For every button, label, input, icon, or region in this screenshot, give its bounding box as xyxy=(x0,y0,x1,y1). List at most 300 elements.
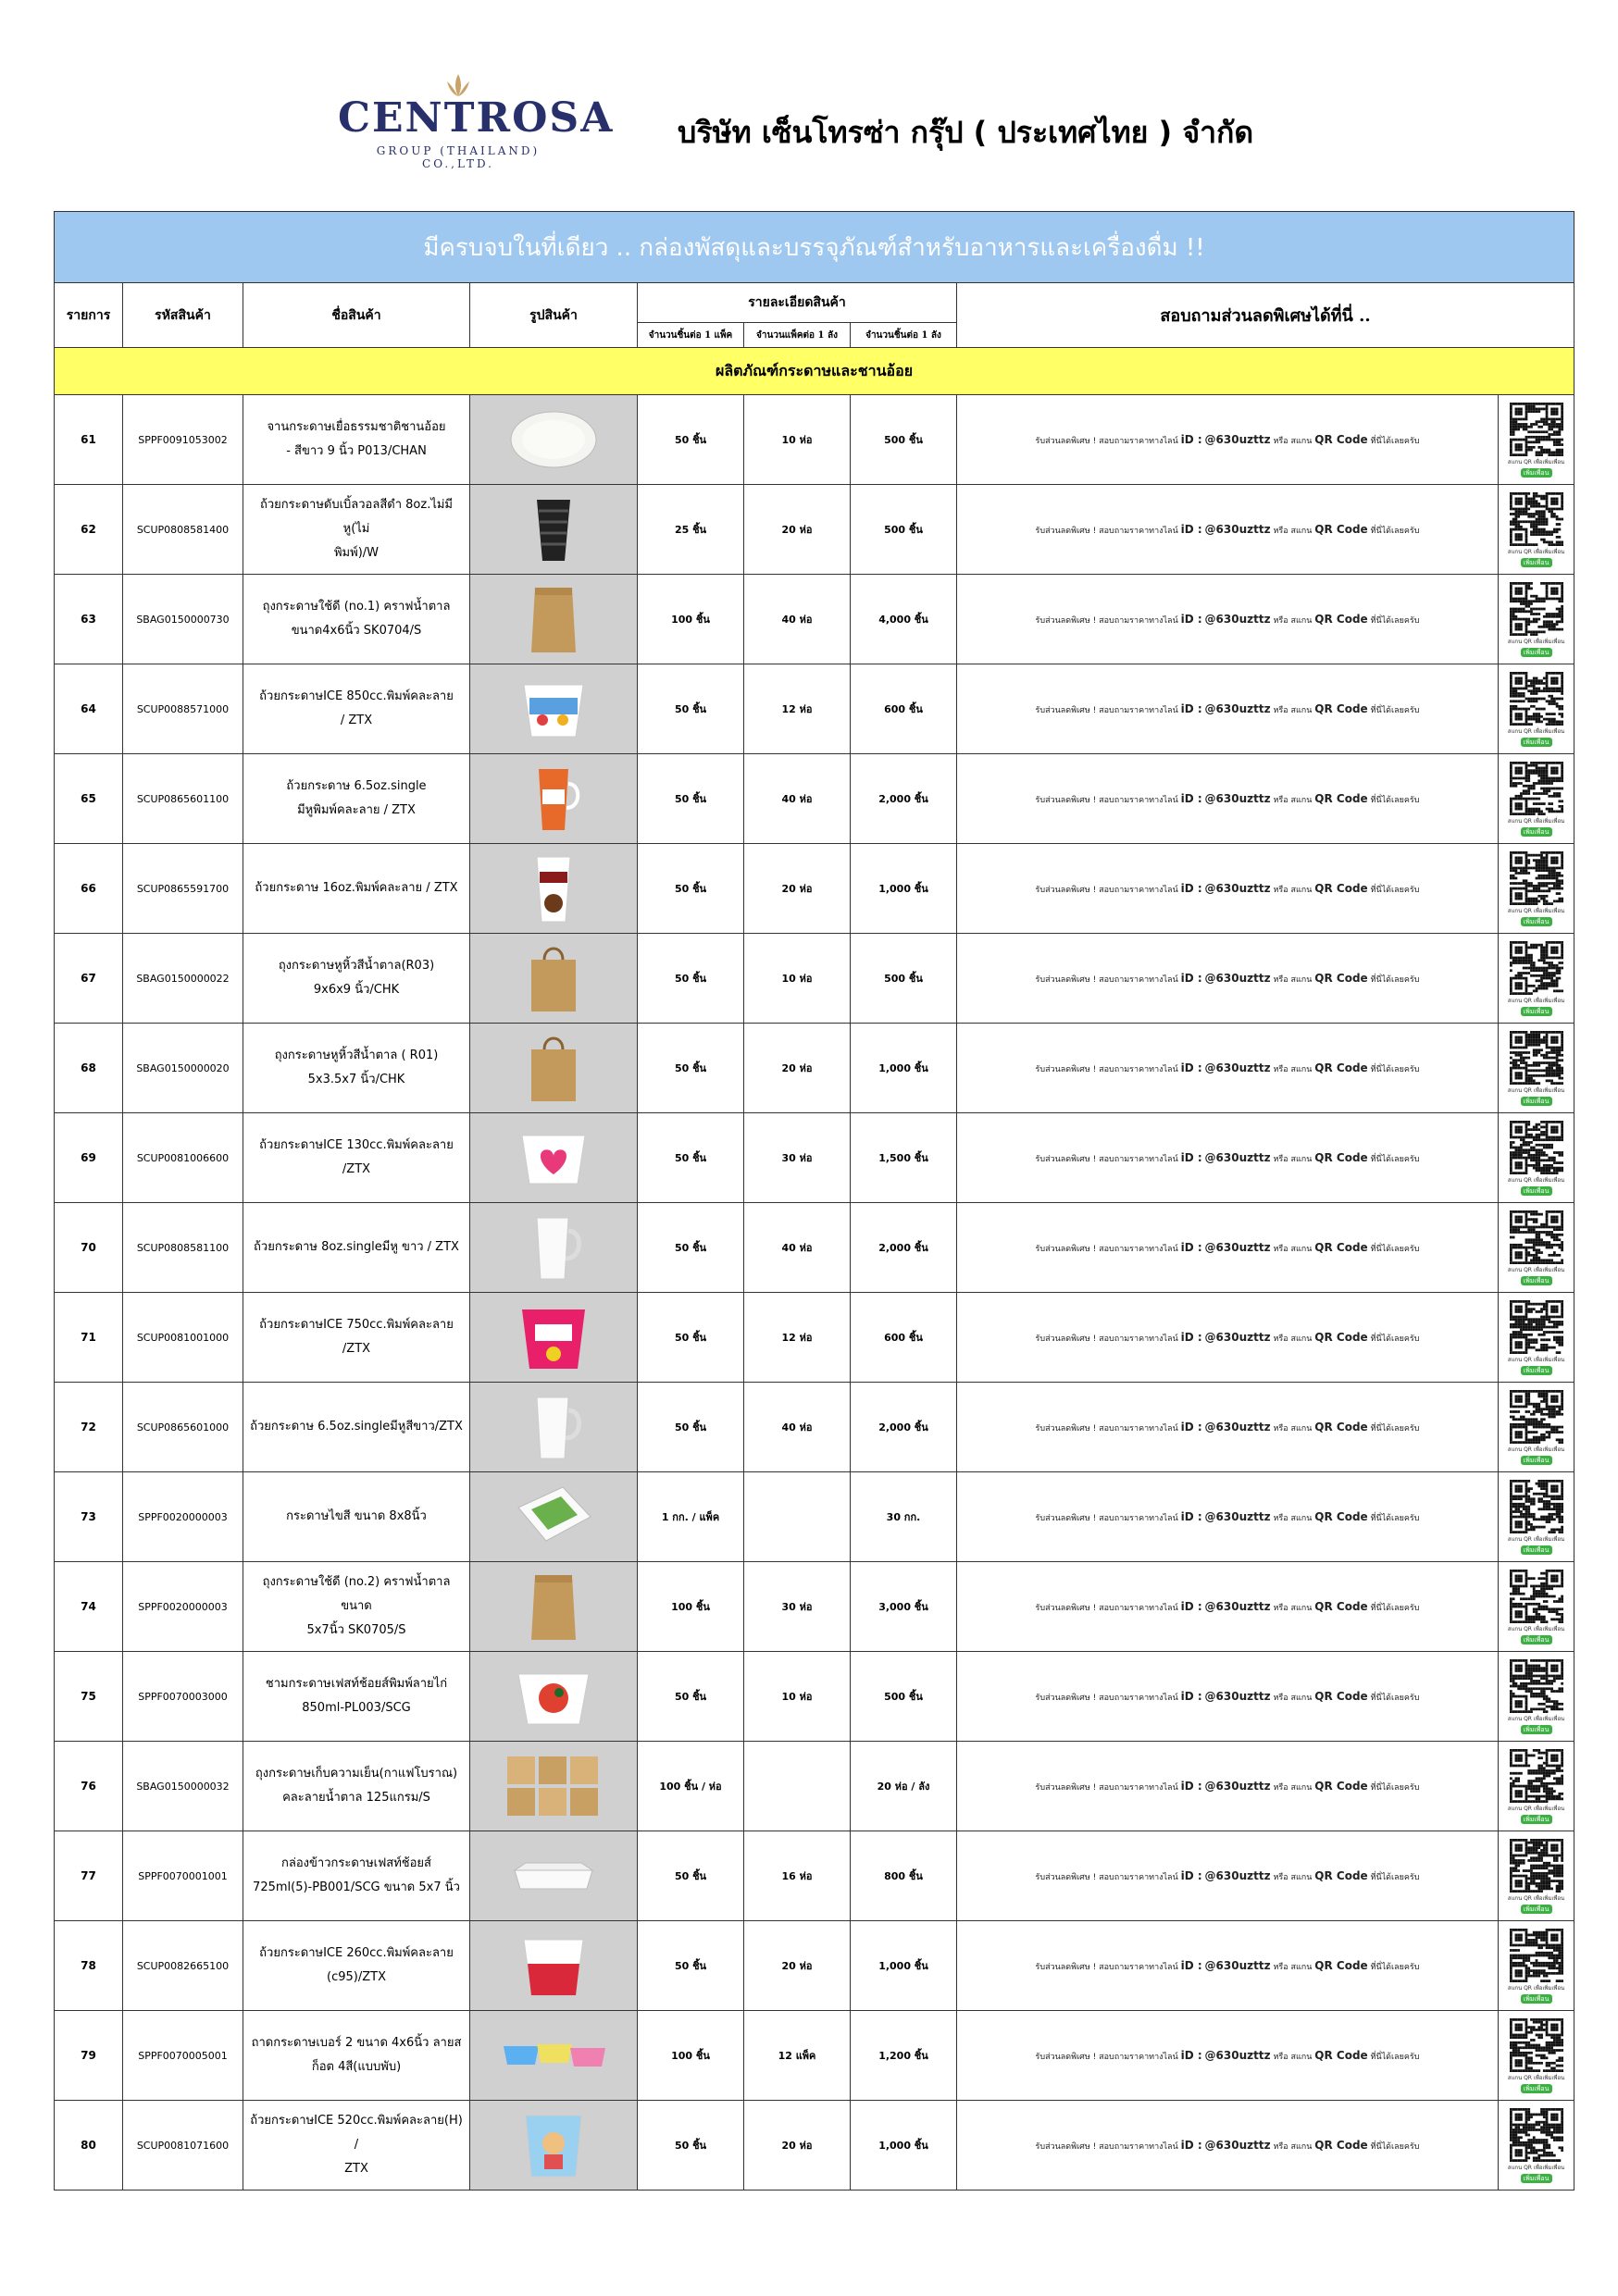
qty-per-pack: 50 ชิ้น xyxy=(638,664,744,754)
item-number: 77 xyxy=(55,1831,123,1921)
packs-per-box: 20 ห่อ xyxy=(744,1921,851,2011)
qr-code-icon[interactable] xyxy=(1506,1929,1567,1982)
promo-suffix: ที่นี่ได้เลยครับ xyxy=(1370,1782,1420,1793)
item-number: 73 xyxy=(55,1472,123,1562)
product-image xyxy=(470,1024,638,1113)
line-id-link[interactable]: @630uzttz xyxy=(1204,1240,1271,1254)
product-name-line1: จานกระดาษเยื่อธรรมชาติชานอ้อย xyxy=(267,420,446,434)
qty-per-box: 3,000 ชิ้น xyxy=(851,1562,957,1652)
promo-qr-label: QR Code xyxy=(1314,1689,1368,1703)
promo-text xyxy=(957,395,1499,485)
qty-per-box: 1,000 ชิ้น xyxy=(851,844,957,934)
cartoon-bowl-icon xyxy=(498,2108,609,2182)
header-promo: สอบถามส่วนลดพิเศษได้ที่นี่ .. xyxy=(957,283,1574,348)
item-number: 74 xyxy=(55,1562,123,1652)
line-add-friend-button[interactable]: เพิ่มเพื่อน xyxy=(1521,648,1552,657)
qty-per-box: 4,000 ชิ้น xyxy=(851,575,957,664)
promo-text xyxy=(957,1742,1499,1831)
product-name xyxy=(243,844,470,934)
promo-suffix: ที่นี่ได้เลยครับ xyxy=(1370,1603,1420,1613)
table-row xyxy=(55,2101,1574,2191)
promo-qr-label: QR Code xyxy=(1314,1240,1368,1254)
packs-per-box: 10 ห่อ xyxy=(744,1652,851,1742)
promo-or: หรือ สแกน xyxy=(1273,1782,1313,1793)
promo-or: หรือ สแกน xyxy=(1273,1962,1313,1972)
promo-id-label: iD : xyxy=(1180,2048,1202,2062)
product-code: SPPF0070005001 xyxy=(123,2011,243,2101)
line-id-link[interactable]: @630uzttz xyxy=(1204,1330,1271,1344)
line-id-link[interactable]: @630uzttz xyxy=(1204,1689,1271,1703)
promo-text xyxy=(957,1383,1499,1472)
qr-code-icon[interactable] xyxy=(1506,1300,1567,1354)
product-name xyxy=(243,934,470,1024)
qr-cell xyxy=(1499,485,1574,575)
qty-per-box: 1,000 ชิ้น xyxy=(851,2101,957,2191)
line-add-friend-button[interactable]: เพิ่มเพื่อน xyxy=(1521,1276,1552,1285)
product-code: SBAG0150000022 xyxy=(123,934,243,1024)
rooster-bowl-icon xyxy=(498,1659,609,1733)
qr-caption: สแกน QR เพื่อเพิ่มเพื่อน xyxy=(1507,2164,1565,2171)
qr-code-icon[interactable] xyxy=(1506,1390,1567,1444)
promo-id-label: iD : xyxy=(1180,1779,1202,1793)
product-name-line1: ถ้วยกระดาษICE 520cc.พิมพ์คละลาย(H) / xyxy=(250,2114,463,2152)
product-name xyxy=(243,1921,470,2011)
packs-per-box: 20 ห่อ xyxy=(744,2101,851,2191)
line-id-link[interactable]: @630uzttz xyxy=(1204,1061,1271,1074)
product-name-line1: ถ้วยกระดาษดับเบิ้ลวอลสีดำ 8oz.ไม่มีหู(ไม่ xyxy=(259,498,454,536)
packs-per-box: 40 ห่อ xyxy=(744,1383,851,1472)
line-add-friend-button[interactable]: เพิ่มเพื่อน xyxy=(1521,738,1552,747)
product-code: SCUP0081006600 xyxy=(123,1113,243,1203)
qr-cell xyxy=(1499,2101,1574,2191)
packs-per-box: 12 แพ็ค xyxy=(744,2011,851,2101)
promo-or: หรือ สแกน xyxy=(1273,1423,1313,1433)
promo-id-label: iD : xyxy=(1180,1509,1202,1523)
table-row xyxy=(55,575,1574,664)
product-code: SCUP0081071600 xyxy=(123,2101,243,2191)
qr-code-icon[interactable] xyxy=(1506,1749,1567,1803)
item-number: 72 xyxy=(55,1383,123,1472)
product-code: SCUP0865601100 xyxy=(123,754,243,844)
line-add-friend-button[interactable]: เพิ่มเพื่อน xyxy=(1521,1456,1552,1465)
promo-prefix: รับส่วนลดพิเศษ ! สอบถามราคาทางไลน์ xyxy=(1035,2052,1178,2062)
promo-prefix: รับส่วนลดพิเศษ ! สอบถามราคาทางไลน์ xyxy=(1035,1872,1178,1882)
promo-or: หรือ สแกน xyxy=(1273,1872,1313,1882)
qty-per-pack: 50 ชิ้น xyxy=(638,1921,744,2011)
line-id-link[interactable]: @630uzttz xyxy=(1204,432,1271,446)
promo-suffix: ที่นี่ได้เลยครับ xyxy=(1370,885,1420,895)
item-number: 70 xyxy=(55,1203,123,1293)
product-code: SCUP0082665100 xyxy=(123,1921,243,2011)
packs-per-box: 40 ห่อ xyxy=(744,575,851,664)
line-add-friend-button[interactable]: เพิ่มเพื่อน xyxy=(1521,2174,1552,2183)
product-name-line2: มีหูพิมพ์คละลาย / ZTX xyxy=(297,803,416,817)
table-row xyxy=(55,1831,1574,1921)
qr-code-icon[interactable] xyxy=(1506,2018,1567,2072)
promo-suffix: ที่นี่ได้เลยครับ xyxy=(1370,795,1420,805)
product-code: SPPF0070001001 xyxy=(123,1831,243,1921)
product-name-line1: ถ้วยกระดาษICE 750cc.พิมพ์คละลาย /ZTX xyxy=(259,1318,454,1356)
line-id-link[interactable]: @630uzttz xyxy=(1204,1509,1271,1523)
table-row xyxy=(55,1293,1574,1383)
qty-per-box: 500 ชิ้น xyxy=(851,485,957,575)
product-code: SPPF0091053002 xyxy=(123,395,243,485)
qr-code-icon[interactable] xyxy=(1506,1480,1567,1533)
promo-id-label: iD : xyxy=(1180,1330,1202,1344)
product-image xyxy=(470,1113,638,1203)
product-image xyxy=(470,1562,638,1652)
promo-qr-label: QR Code xyxy=(1314,432,1368,446)
promo-suffix: ที่นี่ได้เลยครับ xyxy=(1370,615,1420,626)
promo-qr-label: QR Code xyxy=(1314,2048,1368,2062)
promo-or: หรือ สแกน xyxy=(1273,1603,1313,1613)
kraft-bag-icon xyxy=(498,1570,609,1644)
product-name xyxy=(243,485,470,575)
qr-code-icon[interactable] xyxy=(1506,672,1567,726)
qr-code-icon[interactable] xyxy=(1506,1839,1567,1893)
qty-per-pack: 1 กก. / แพ็ค xyxy=(638,1472,744,1562)
qr-code-icon[interactable] xyxy=(1506,2108,1567,2162)
line-id-link[interactable]: @630uzttz xyxy=(1204,881,1271,895)
product-code: SPPF0020000003 xyxy=(123,1472,243,1562)
qr-code-icon[interactable] xyxy=(1506,1659,1567,1713)
product-image xyxy=(470,1742,638,1831)
product-image xyxy=(470,754,638,844)
promo-id-label: iD : xyxy=(1180,881,1202,895)
promo-id-label: iD : xyxy=(1180,522,1202,536)
qr-cell xyxy=(1499,1652,1574,1742)
product-code: SCUP0081001000 xyxy=(123,1293,243,1383)
header-per-box: จำนวนชิ้นต่อ 1 ลัง xyxy=(851,323,957,348)
product-name-line2: 850ml-PL003/SCG xyxy=(302,1701,411,1715)
promo-text xyxy=(957,1293,1499,1383)
promo-text xyxy=(957,2011,1499,2101)
line-add-friend-button[interactable]: เพิ่มเพื่อน xyxy=(1521,1545,1552,1555)
product-image xyxy=(470,1203,638,1293)
qr-caption: สแกน QR เพื่อเพิ่มเพื่อน xyxy=(1507,1715,1565,1722)
line-add-friend-button[interactable]: เพิ่มเพื่อน xyxy=(1521,1905,1552,1914)
packs-per-box: 20 ห่อ xyxy=(744,1024,851,1113)
promo-or: หรือ สแกน xyxy=(1273,1693,1313,1703)
promo-qr-label: QR Code xyxy=(1314,791,1368,805)
promo-or: หรือ สแกน xyxy=(1273,1513,1313,1523)
qty-per-box: 1,000 ชิ้น xyxy=(851,1921,957,2011)
qr-caption: สแกน QR เพื่อเพิ่มเพื่อน xyxy=(1507,1625,1565,1632)
product-image xyxy=(470,1831,638,1921)
table-row xyxy=(55,1562,1574,1652)
line-id-link[interactable]: @630uzttz xyxy=(1204,971,1271,985)
qr-code-icon[interactable] xyxy=(1506,403,1567,456)
qty-per-pack: 50 ชิ้น xyxy=(638,395,744,485)
table-row xyxy=(55,1921,1574,2011)
coffee-cup-icon xyxy=(498,851,609,925)
header-code: รหัสสินค้า xyxy=(123,283,243,348)
product-image xyxy=(470,1652,638,1742)
line-add-friend-button[interactable]: เพิ่มเพื่อน xyxy=(1521,1186,1552,1196)
promo-text xyxy=(957,1562,1499,1652)
product-name xyxy=(243,575,470,664)
table-row xyxy=(55,844,1574,934)
promo-qr-label: QR Code xyxy=(1314,1868,1368,1882)
product-name-line2: (c95)/ZTX xyxy=(327,1970,386,1984)
food-box-icon xyxy=(498,1839,609,1913)
promo-id-label: iD : xyxy=(1180,791,1202,805)
product-image xyxy=(470,934,638,1024)
line-id-link[interactable]: @630uzttz xyxy=(1204,791,1271,805)
qty-per-pack: 50 ชิ้น xyxy=(638,2101,744,2191)
promo-text xyxy=(957,754,1499,844)
product-name-line1: ถ้วยกระดาษ 8oz.singleมีหู ขาว / ZTX xyxy=(254,1240,459,1254)
qr-code-icon[interactable] xyxy=(1506,941,1567,995)
product-name-line1: ถ้วยกระดาษICE 850cc.พิมพ์คละลาย xyxy=(259,689,454,703)
qr-cell xyxy=(1499,395,1574,485)
promo-suffix: ที่นี่ได้เลยครับ xyxy=(1370,2052,1420,2062)
product-name-line2: 9x6x9 นิ้ว/CHK xyxy=(313,983,400,997)
line-add-friend-button[interactable]: เพิ่มเพื่อน xyxy=(1521,1097,1552,1106)
handle-bag-icon xyxy=(498,1031,609,1105)
line-id-link[interactable]: @630uzttz xyxy=(1204,522,1271,536)
qr-caption: สแกน QR เพื่อเพิ่มเพื่อน xyxy=(1507,638,1565,645)
qty-per-pack: 50 ชิ้น xyxy=(638,844,744,934)
promo-prefix: รับส่วนลดพิเศษ ! สอบถามราคาทางไลน์ xyxy=(1035,1064,1178,1074)
promo-or: หรือ สแกน xyxy=(1273,705,1313,715)
qr-code-icon[interactable] xyxy=(1506,1031,1567,1085)
promo-prefix: รับส่วนลดพิเศษ ! สอบถามราคาทางไลน์ xyxy=(1035,1513,1178,1523)
packs-per-box: 12 ห่อ xyxy=(744,1293,851,1383)
product-image xyxy=(470,575,638,664)
line-add-friend-button[interactable]: เพิ่มเพื่อน xyxy=(1521,917,1552,926)
product-name-line2: ZTX xyxy=(344,2162,368,2176)
promo-prefix: รับส่วนลดพิเศษ ! สอบถามราคาทางไลน์ xyxy=(1035,885,1178,895)
product-code: SPPF0070003000 xyxy=(123,1652,243,1742)
promo-suffix: ที่นี่ได้เลยครับ xyxy=(1370,974,1420,985)
promo-prefix: รับส่วนลดพิเศษ ! สอบถามราคาทางไลน์ xyxy=(1035,1693,1178,1703)
header-detail: รายละเอียดสินค้า xyxy=(638,283,957,323)
packs-per-box: 30 ห่อ xyxy=(744,1562,851,1652)
promo-text xyxy=(957,1652,1499,1742)
line-add-friend-button[interactable]: เพิ่มเพื่อน xyxy=(1521,827,1552,837)
line-id-link[interactable]: @630uzttz xyxy=(1204,612,1271,626)
promo-qr-label: QR Code xyxy=(1314,971,1368,985)
promo-id-label: iD : xyxy=(1180,1868,1202,1882)
product-name xyxy=(243,2011,470,2101)
header-name: ชื่อสินค้า xyxy=(243,283,470,348)
product-name-line2: / ZTX xyxy=(340,714,373,727)
packs-per-box xyxy=(744,1742,851,1831)
promo-or: หรือ สแกน xyxy=(1273,1064,1313,1074)
promo-qr-label: QR Code xyxy=(1314,1509,1368,1523)
promo-id-label: iD : xyxy=(1180,1420,1202,1433)
qr-caption: สแกน QR เพื่อเพิ่มเพื่อน xyxy=(1507,1535,1565,1543)
plate-icon xyxy=(498,403,609,477)
promo-prefix: รับส่วนลดพิเศษ ! สอบถามราคาทางไลน์ xyxy=(1035,1154,1178,1164)
qr-caption: สแกน QR เพื่อเพิ่มเพื่อน xyxy=(1507,548,1565,555)
product-name xyxy=(243,1472,470,1562)
qr-caption: สแกน QR เพื่อเพิ่มเพื่อน xyxy=(1507,1356,1565,1363)
logo-name: CENTROSA xyxy=(338,94,615,142)
product-name-line1: กระดาษไขสี ขนาด 8x8นิ้ว xyxy=(286,1509,427,1523)
promo-or: หรือ สแกน xyxy=(1273,1334,1313,1344)
qty-per-box: 1,000 ชิ้น xyxy=(851,1024,957,1113)
qr-cell xyxy=(1499,1742,1574,1831)
line-add-friend-button[interactable]: เพิ่มเพื่อน xyxy=(1521,1994,1552,2004)
promo-suffix: ที่นี่ได้เลยครับ xyxy=(1370,2141,1420,2152)
product-name-line2: ขนาด4x6นิ้ว SK0704/S xyxy=(291,624,422,638)
line-add-friend-button[interactable]: เพิ่มเพื่อน xyxy=(1521,2084,1552,2093)
table-row xyxy=(55,1024,1574,1113)
product-name-line1: ถ้วยกระดาษ 16oz.พิมพ์คละลาย / ZTX xyxy=(255,881,458,895)
header-no: รายการ xyxy=(55,283,123,348)
product-name-line1: ถ้วยกระดาษ 6.5oz.single xyxy=(286,779,427,793)
item-number: 64 xyxy=(55,664,123,754)
qr-code-icon[interactable] xyxy=(1506,1210,1567,1264)
promo-id-label: iD : xyxy=(1180,612,1202,626)
product-name-line1: ถุงกระดาษเก็บความเย็น(กาแฟโบราณ) xyxy=(255,1767,458,1781)
promo-prefix: รับส่วนลดพิเศษ ! สอบถามราคาทางไลน์ xyxy=(1035,615,1178,626)
qty-per-pack: 100 ชิ้น / ห่อ xyxy=(638,1742,744,1831)
product-name xyxy=(243,1562,470,1652)
line-add-friend-button[interactable]: เพิ่มเพื่อน xyxy=(1521,1635,1552,1644)
qr-code-icon[interactable] xyxy=(1506,582,1567,636)
table-row xyxy=(55,485,1574,575)
qr-cell xyxy=(1499,1024,1574,1113)
promo-id-label: iD : xyxy=(1180,1061,1202,1074)
promo-or: หรือ สแกน xyxy=(1273,436,1313,446)
promo-suffix: ที่นี่ได้เลยครับ xyxy=(1370,436,1420,446)
qr-code-icon[interactable] xyxy=(1506,492,1567,546)
qr-code-icon[interactable] xyxy=(1506,1570,1567,1623)
promo-id-label: iD : xyxy=(1180,1150,1202,1164)
promo-text xyxy=(957,2101,1499,2191)
product-name-line2: 725ml(5)-PB001/SCG ขนาด 5x7 นิ้ว xyxy=(253,1880,460,1894)
product-name-line1: ถุงกระดาษหูหิ้วสีน้ำตาล ( R01) xyxy=(274,1049,439,1062)
product-code: SCUP0865601000 xyxy=(123,1383,243,1472)
promo-qr-label: QR Code xyxy=(1314,1958,1368,1972)
promo-prefix: รับส่วนลดพิเศษ ! สอบถามราคาทางไลน์ xyxy=(1035,1244,1178,1254)
line-id-link[interactable]: @630uzttz xyxy=(1204,701,1271,715)
line-id-link[interactable]: @630uzttz xyxy=(1204,2138,1271,2152)
qr-code-icon[interactable] xyxy=(1506,851,1567,905)
qr-cell xyxy=(1499,2011,1574,2101)
product-name-line1: ถาดกระดาษเบอร์ 2 ขนาด 4x6นิ้ว ลายส xyxy=(251,2036,462,2050)
qr-caption: สแกน QR เพื่อเพิ่มเพื่อน xyxy=(1507,1176,1565,1184)
qr-cell xyxy=(1499,1293,1574,1383)
product-name-line2: 5x3.5x7 นิ้ว/CHK xyxy=(307,1073,405,1086)
product-table xyxy=(54,211,1574,2191)
product-code: SBAG0150000032 xyxy=(123,1742,243,1831)
product-code: SBAG0150000730 xyxy=(123,575,243,664)
promo-prefix: รับส่วนลดพิเศษ ! สอบถามราคาทางไลน์ xyxy=(1035,526,1178,536)
line-id-link[interactable]: @630uzttz xyxy=(1204,1779,1271,1793)
promo-suffix: ที่นี่ได้เลยครับ xyxy=(1370,1872,1420,1882)
product-name-line1: ชามกระดาษเฟสท์ช้อยส์พิมพ์ลายไก่ xyxy=(265,1677,448,1691)
promo-suffix: ที่นี่ได้เลยครับ xyxy=(1370,1154,1420,1164)
cooler-bag-icon xyxy=(498,1749,609,1823)
line-add-friend-button[interactable]: เพิ่มเพื่อน xyxy=(1521,1815,1552,1824)
promo-prefix: รับส่วนลดพิเศษ ! สอบถามราคาทางไลน์ xyxy=(1035,1603,1178,1613)
promo-id-label: iD : xyxy=(1180,1599,1202,1613)
red-bowl-icon xyxy=(498,1929,609,2003)
promo-text xyxy=(957,1203,1499,1293)
qty-per-pack: 50 ชิ้น xyxy=(638,1831,744,1921)
line-add-friend-button[interactable]: เพิ่มเพื่อน xyxy=(1521,1366,1552,1375)
line-add-friend-button[interactable]: เพิ่มเพื่อน xyxy=(1521,1007,1552,1016)
line-id-link[interactable]: @630uzttz xyxy=(1204,1599,1271,1613)
promo-suffix: ที่นี่ได้เลยครับ xyxy=(1370,1064,1420,1074)
packs-per-box: 10 ห่อ xyxy=(744,395,851,485)
product-code: SCUP0865591700 xyxy=(123,844,243,934)
promo-prefix: รับส่วนลดพิเศษ ! สอบถามราคาทางไลน์ xyxy=(1035,2141,1178,2152)
product-image xyxy=(470,1472,638,1562)
company-name: บริษัท เซ็นโทรซ่า กรุ๊ป ( ประเทศไทย ) จำกัด xyxy=(678,115,1254,150)
qty-per-box: 500 ชิ้น xyxy=(851,395,957,485)
line-add-friend-button[interactable]: เพิ่มเพื่อน xyxy=(1521,1725,1552,1734)
qr-cell xyxy=(1499,575,1574,664)
line-add-friend-button[interactable]: เพิ่มเพื่อน xyxy=(1521,468,1552,478)
qty-per-box: 2,000 ชิ้น xyxy=(851,1203,957,1293)
table-row xyxy=(55,664,1574,754)
item-number: 75 xyxy=(55,1652,123,1742)
line-id-link[interactable]: @630uzttz xyxy=(1204,1868,1271,1882)
promo-prefix: รับส่วนลดพิเศษ ! สอบถามราคาทางไลน์ xyxy=(1035,436,1178,446)
promo-text xyxy=(957,1113,1499,1203)
promo-text xyxy=(957,664,1499,754)
promo-id-label: iD : xyxy=(1180,971,1202,985)
kraft-bag-icon xyxy=(498,582,609,656)
product-image xyxy=(470,2101,638,2191)
table-row xyxy=(55,1742,1574,1831)
line-id-link[interactable]: @630uzttz xyxy=(1204,2048,1271,2062)
packs-per-box: 40 ห่อ xyxy=(744,754,851,844)
promo-text xyxy=(957,934,1499,1024)
promo-or: หรือ สแกน xyxy=(1273,885,1313,895)
qr-code-icon[interactable] xyxy=(1506,1121,1567,1174)
table-row xyxy=(55,754,1574,844)
product-name-line2: คละลายน้ำตาล 125แกรม/S xyxy=(282,1791,430,1805)
line-id-link[interactable]: @630uzttz xyxy=(1204,1420,1271,1433)
qty-per-box: 600 ชิ้น xyxy=(851,664,957,754)
promo-id-label: iD : xyxy=(1180,432,1202,446)
header-image: รูปสินค้า xyxy=(470,283,638,348)
qr-cell xyxy=(1499,1383,1574,1472)
promo-text xyxy=(957,1472,1499,1562)
qty-per-pack: 50 ชิ้น xyxy=(638,1293,744,1383)
qr-code-icon[interactable] xyxy=(1506,762,1567,815)
line-id-link[interactable]: @630uzttz xyxy=(1204,1958,1271,1972)
promo-text xyxy=(957,575,1499,664)
line-id-link[interactable]: @630uzttz xyxy=(1204,1150,1271,1164)
item-number: 69 xyxy=(55,1113,123,1203)
promo-prefix: รับส่วนลดพิเศษ ! สอบถามราคาทางไลน์ xyxy=(1035,705,1178,715)
item-number: 67 xyxy=(55,934,123,1024)
promo-prefix: รับส่วนลดพิเศษ ! สอบถามราคาทางไลน์ xyxy=(1035,974,1178,985)
promo-id-label: iD : xyxy=(1180,2138,1202,2152)
qty-per-box: 500 ชิ้น xyxy=(851,1652,957,1742)
qty-per-pack: 100 ชิ้น xyxy=(638,1562,744,1652)
qty-per-pack: 100 ชิ้น xyxy=(638,2011,744,2101)
product-name-line2: พิมพ์)/W xyxy=(333,546,379,560)
table-row xyxy=(55,2011,1574,2101)
qr-caption: สแกน QR เพื่อเพิ่มเพื่อน xyxy=(1507,907,1565,914)
product-image xyxy=(470,2011,638,2101)
qr-caption: สแกน QR เพื่อเพิ่มเพื่อน xyxy=(1507,1805,1565,1812)
product-name-line1: ถ้วยกระดาษ 6.5oz.singleมีหูสีขาว/ZTX xyxy=(250,1420,463,1433)
section-row xyxy=(55,348,1574,395)
product-name-line1: กล่องข้าวกระดาษเฟสท์ช้อยส์ xyxy=(281,1856,431,1870)
line-add-friend-button[interactable]: เพิ่มเพื่อน xyxy=(1521,558,1552,567)
item-number: 76 xyxy=(55,1742,123,1831)
qty-per-box: 2,000 ชิ้น xyxy=(851,754,957,844)
